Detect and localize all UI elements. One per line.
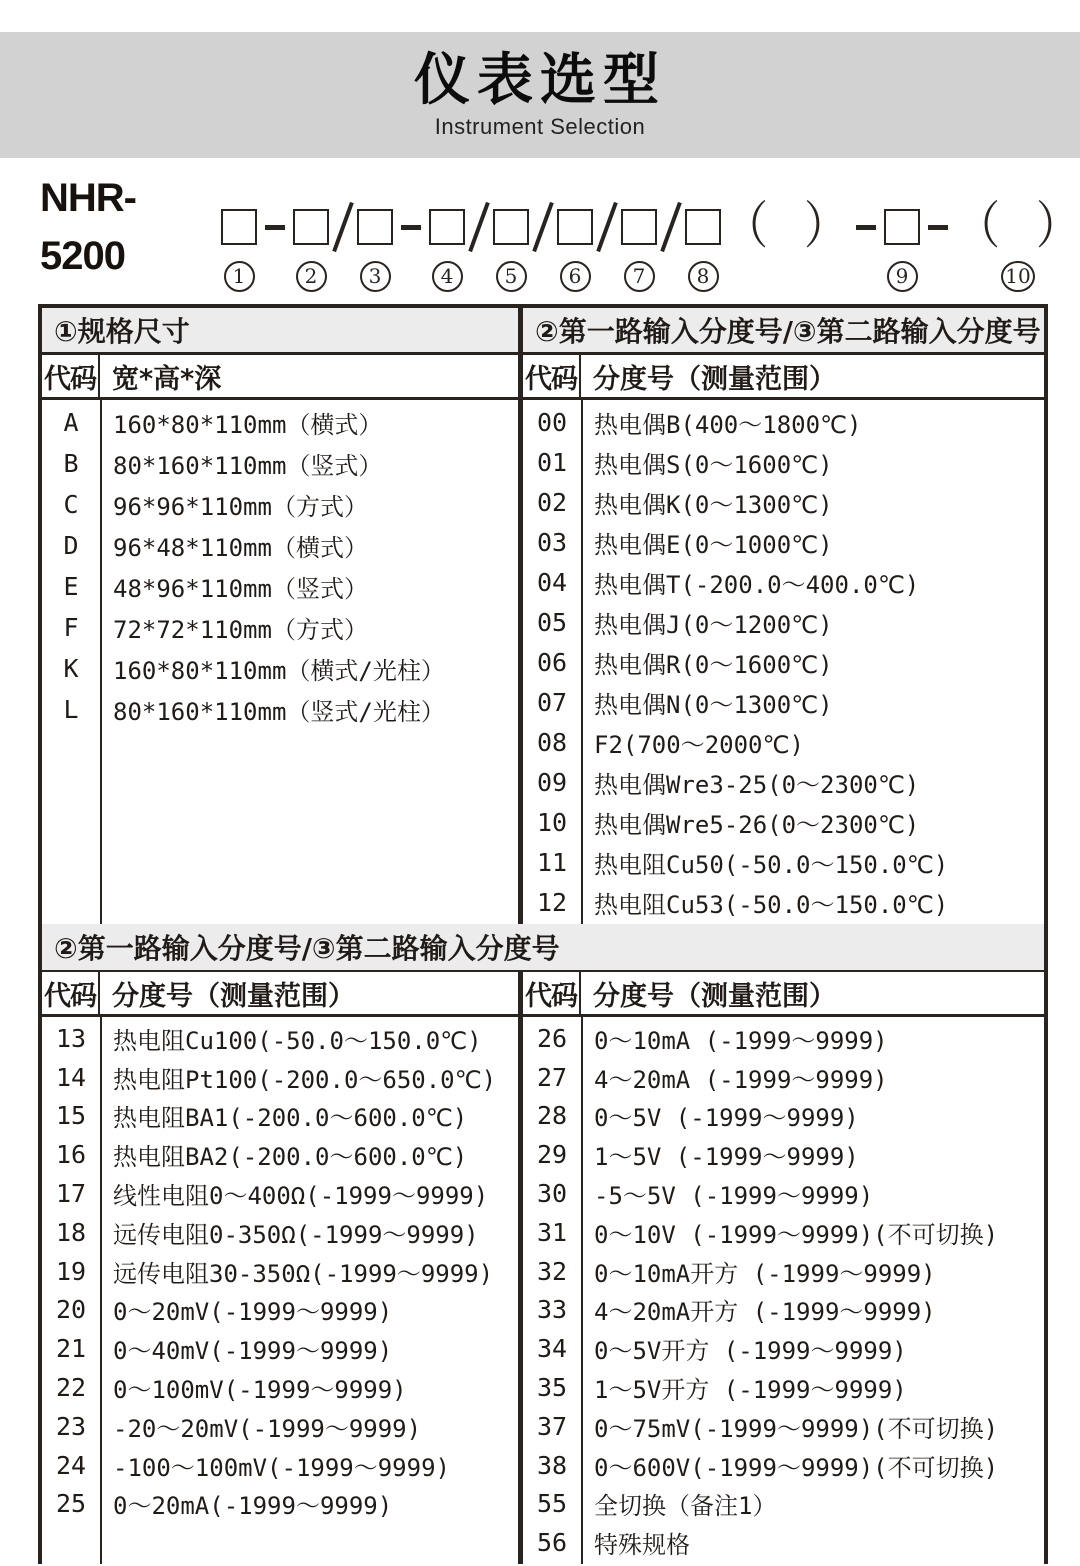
table-row bbox=[523, 1019, 1044, 1058]
row-code: 18 bbox=[55, 1217, 87, 1247]
position-number-7: 7 bbox=[624, 261, 655, 292]
row-desc: 0～20mA(-1999～9999) bbox=[113, 1492, 393, 1521]
row-desc: 0～75mV(-1999～9999)(不可切换) bbox=[594, 1414, 999, 1443]
model-prefix: NHR-5200 bbox=[40, 176, 136, 278]
table1-right-column-headers bbox=[523, 355, 1044, 400]
row-desc: 热电偶T(-200.0～400.0℃) bbox=[594, 570, 920, 599]
position-number-1: 1 bbox=[224, 261, 255, 292]
row-desc: 1～5V开方 (-1999～9999) bbox=[594, 1376, 907, 1405]
table-row bbox=[523, 1291, 1044, 1330]
col-header-desc: 宽*高*深 bbox=[112, 363, 222, 395]
selection-table bbox=[38, 304, 1048, 1564]
page-title: 仪表选型 bbox=[414, 48, 666, 113]
page-header-band bbox=[0, 32, 1080, 158]
model-segment-6 bbox=[557, 198, 593, 296]
row-code: 22 bbox=[55, 1373, 87, 1403]
table2-left-column-headers bbox=[42, 972, 518, 1017]
row-desc: 热电偶E(0～1000℃) bbox=[594, 530, 833, 559]
table-row bbox=[523, 842, 1044, 882]
position-number-4: 4 bbox=[432, 261, 463, 292]
row-desc: 热电阻Cu53(-50.0～150.0℃) bbox=[594, 890, 949, 919]
row-desc: 0～5V开方 (-1999～9999) bbox=[594, 1337, 907, 1366]
slash-separator bbox=[596, 202, 618, 252]
row-code: 23 bbox=[55, 1411, 87, 1441]
model-box-7 bbox=[621, 209, 657, 245]
slash-separator bbox=[532, 202, 554, 252]
row-desc: 热电阻Cu50(-50.0～150.0℃) bbox=[594, 850, 949, 879]
row-code: 37 bbox=[536, 1411, 568, 1441]
col-header-code: 代码 bbox=[523, 972, 581, 1014]
table2-right-column-headers bbox=[523, 972, 1044, 1017]
row-code: 11 bbox=[536, 847, 568, 877]
row-code: 19 bbox=[55, 1256, 87, 1286]
table-row bbox=[523, 642, 1044, 682]
row-desc: 热电偶J(0～1200℃) bbox=[594, 610, 833, 639]
row-desc: 热电偶B(400～1800℃) bbox=[594, 410, 862, 439]
row-desc: -20～20mV(-1999～9999) bbox=[113, 1414, 422, 1443]
row-desc: 线性电阻0～400Ω(-1999～9999) bbox=[113, 1182, 489, 1211]
table-row bbox=[523, 1174, 1044, 1213]
position-number-8: 8 bbox=[688, 261, 719, 292]
table-row bbox=[42, 1446, 518, 1485]
row-desc: 96*96*110mm（方式） bbox=[113, 493, 368, 521]
model-code-line bbox=[40, 176, 1080, 296]
row-code: 05 bbox=[536, 607, 568, 637]
model-segment-5 bbox=[493, 198, 529, 296]
row-desc: 热电偶R(0～1600℃) bbox=[594, 650, 833, 679]
row-desc: 热电偶Wre5-26(0～2300℃) bbox=[594, 810, 920, 839]
model-box-2 bbox=[293, 209, 329, 245]
row-desc: 0～100mV(-1999～9999) bbox=[113, 1376, 407, 1405]
position-number-6: 6 bbox=[560, 261, 591, 292]
row-desc: 1～5V (-1999～9999) bbox=[594, 1143, 859, 1172]
row-desc: 热电偶K(0～1300℃) bbox=[594, 490, 833, 519]
table-row bbox=[42, 1485, 518, 1524]
model-box-9 bbox=[884, 209, 920, 245]
model-box-8 bbox=[685, 209, 721, 245]
row-desc: 0～10mA (-1999～9999) bbox=[594, 1026, 888, 1055]
row-desc: 48*96*110mm（竖式） bbox=[113, 575, 368, 603]
dash-separator bbox=[928, 225, 948, 230]
row-code: 26 bbox=[536, 1023, 568, 1053]
row-desc: -5～5V (-1999～9999) bbox=[594, 1182, 874, 1211]
paren-close: ） bbox=[1036, 197, 1080, 256]
model-box-4 bbox=[429, 209, 465, 245]
table-row bbox=[42, 1097, 518, 1136]
row-desc: 热电偶N(0～1300℃) bbox=[594, 690, 833, 719]
col-header-code: 代码 bbox=[523, 355, 581, 397]
row-code: 15 bbox=[55, 1101, 87, 1131]
row-code: 03 bbox=[536, 527, 568, 557]
table2-right-panel bbox=[518, 972, 1044, 1564]
position-number-9: 9 bbox=[887, 261, 918, 292]
row-code: 38 bbox=[536, 1450, 568, 1480]
table-row bbox=[523, 1252, 1044, 1291]
table2 bbox=[42, 972, 1044, 1564]
table-row bbox=[523, 802, 1044, 842]
table-row bbox=[523, 762, 1044, 802]
dash-separator bbox=[856, 225, 876, 230]
table1-size-panel bbox=[42, 308, 518, 924]
row-code: 16 bbox=[55, 1140, 87, 1170]
row-code: 56 bbox=[536, 1528, 568, 1558]
table1-left-column-headers bbox=[42, 355, 518, 400]
model-segment-7 bbox=[621, 198, 657, 296]
table1-input-panel bbox=[518, 308, 1044, 924]
table-row bbox=[42, 402, 518, 443]
row-code: 31 bbox=[536, 1217, 568, 1247]
table1 bbox=[42, 308, 1044, 924]
model-segment-8 bbox=[685, 198, 721, 296]
table-row bbox=[523, 442, 1044, 482]
model-box-1 bbox=[221, 209, 257, 245]
row-desc: 0～600V(-1999～9999)(不可切换) bbox=[594, 1453, 999, 1482]
table-row bbox=[523, 882, 1044, 922]
table-row bbox=[523, 602, 1044, 642]
row-desc: 4～20mA开方 (-1999～9999) bbox=[594, 1298, 936, 1327]
table-row bbox=[523, 482, 1044, 522]
table-row bbox=[42, 1252, 518, 1291]
row-code: 35 bbox=[536, 1373, 568, 1403]
row-code: 14 bbox=[55, 1062, 87, 1092]
table-row bbox=[523, 1135, 1044, 1174]
row-desc: 特殊规格 bbox=[594, 1531, 690, 1560]
position-number-5: 5 bbox=[496, 261, 527, 292]
row-desc: 80*160*110mm（竖式/光柱） bbox=[113, 698, 445, 726]
model-segment-2 bbox=[293, 198, 329, 296]
row-code: 01 bbox=[536, 447, 568, 477]
row-code: 55 bbox=[536, 1489, 568, 1519]
row-code: 33 bbox=[536, 1295, 568, 1325]
table-row bbox=[42, 566, 518, 607]
row-desc: 热电阻Pt100(-200.0～650.0℃) bbox=[113, 1065, 497, 1094]
row-code: B bbox=[63, 449, 79, 478]
row-code: A bbox=[63, 408, 79, 437]
row-code: 02 bbox=[536, 487, 568, 517]
table-row bbox=[42, 1291, 518, 1330]
table-row bbox=[42, 607, 518, 648]
table-row bbox=[42, 1329, 518, 1368]
paren-open: （ bbox=[724, 197, 768, 256]
table-row bbox=[523, 522, 1044, 562]
row-code: 12 bbox=[536, 887, 568, 917]
row-code: 06 bbox=[536, 647, 568, 677]
row-code: 28 bbox=[536, 1101, 568, 1131]
row-desc: 0～20mV(-1999～9999) bbox=[113, 1298, 393, 1327]
model-segment-1 bbox=[221, 198, 257, 296]
slash-separator bbox=[468, 202, 490, 252]
table-row bbox=[523, 1097, 1044, 1136]
table-row bbox=[523, 1213, 1044, 1252]
row-desc: 72*72*110mm（方式） bbox=[113, 616, 368, 644]
row-desc: 0～5V (-1999～9999) bbox=[594, 1104, 859, 1133]
slash-separator bbox=[660, 202, 682, 252]
table-row bbox=[523, 1368, 1044, 1407]
row-code: F bbox=[63, 613, 79, 642]
table-row bbox=[42, 1213, 518, 1252]
table-row bbox=[42, 525, 518, 566]
input-code-list-00-12 bbox=[523, 400, 1044, 924]
row-code: 08 bbox=[536, 727, 568, 757]
model-prefix-seg bbox=[40, 176, 218, 296]
table-row bbox=[42, 1058, 518, 1097]
table-row bbox=[523, 1407, 1044, 1446]
table-row bbox=[523, 562, 1044, 602]
table-row bbox=[42, 1019, 518, 1058]
row-desc: 热电偶Wre3-25(0～2300℃) bbox=[594, 770, 920, 799]
col-header-desc: 分度号（测量范围） bbox=[593, 980, 836, 1012]
table-row bbox=[42, 484, 518, 525]
position-number-3: 3 bbox=[360, 261, 391, 292]
row-desc: F2(700～2000℃) bbox=[594, 730, 804, 759]
row-desc: -100～100mV(-1999～9999) bbox=[113, 1453, 450, 1482]
model-segment-3 bbox=[357, 198, 393, 296]
row-code: 34 bbox=[536, 1334, 568, 1364]
row-desc: 80*160*110mm（竖式） bbox=[113, 452, 383, 480]
slash-separator bbox=[332, 202, 354, 252]
table-row bbox=[523, 1446, 1044, 1485]
row-desc: 4～20mA (-1999～9999) bbox=[594, 1065, 888, 1094]
row-code: 00 bbox=[536, 407, 568, 437]
table-row bbox=[42, 689, 518, 730]
table-row bbox=[523, 402, 1044, 442]
section-title-size: ①规格尺寸 bbox=[42, 308, 518, 355]
dash-separator bbox=[401, 225, 421, 230]
row-code: 07 bbox=[536, 687, 568, 717]
row-code: 21 bbox=[55, 1334, 87, 1364]
row-code: 04 bbox=[536, 567, 568, 597]
col-header-code: 代码 bbox=[42, 972, 100, 1014]
table-row bbox=[523, 1058, 1044, 1097]
row-code: C bbox=[63, 490, 79, 519]
model-segment-9 bbox=[884, 198, 920, 296]
row-code: E bbox=[63, 572, 79, 601]
row-desc: 热电阻BA1(-200.0～600.0℃) bbox=[113, 1104, 468, 1133]
row-desc: 热电阻BA2(-200.0～600.0℃) bbox=[113, 1143, 468, 1172]
model-box-6 bbox=[557, 209, 593, 245]
row-desc: 0～10V (-1999～9999)(不可切换) bbox=[594, 1220, 999, 1249]
row-desc: 0～40mV(-1999～9999) bbox=[113, 1337, 393, 1366]
row-desc: 远传电阻30-350Ω(-1999～9999) bbox=[113, 1259, 494, 1288]
row-code: K bbox=[63, 654, 79, 683]
table-row bbox=[523, 1523, 1044, 1562]
input-code-list-13-25 bbox=[42, 1017, 518, 1564]
page-subtitle: Instrument Selection bbox=[434, 114, 646, 139]
row-code: 10 bbox=[536, 807, 568, 837]
size-code-list bbox=[42, 400, 518, 924]
paren-close: ） bbox=[804, 197, 848, 256]
section-title-input-2: ②第一路输入分度号/③第二路输入分度号 bbox=[42, 924, 1044, 972]
row-code: 09 bbox=[536, 767, 568, 797]
col-header-code: 代码 bbox=[42, 355, 100, 397]
model-paren-group-10 bbox=[956, 198, 1080, 296]
row-code: 24 bbox=[55, 1450, 87, 1480]
col-header-desc: 分度号（测量范围） bbox=[112, 980, 355, 1012]
row-desc: 160*80*110mm（横式） bbox=[113, 411, 383, 439]
table-row bbox=[523, 1329, 1044, 1368]
row-code: 13 bbox=[55, 1023, 87, 1053]
dash-separator bbox=[265, 225, 285, 230]
model-segment-4 bbox=[429, 198, 465, 296]
row-desc: 远传电阻0-350Ω(-1999～9999) bbox=[113, 1220, 479, 1249]
table-row bbox=[523, 722, 1044, 762]
row-code: 32 bbox=[536, 1256, 568, 1286]
row-code: 30 bbox=[536, 1179, 568, 1209]
table-row bbox=[42, 1368, 518, 1407]
position-number-2: 2 bbox=[296, 261, 327, 292]
input-code-list-26-56 bbox=[523, 1017, 1044, 1564]
row-desc: 热电阻Cu100(-50.0～150.0℃) bbox=[113, 1026, 482, 1055]
position-number-10: 10 bbox=[1001, 261, 1034, 292]
row-code: L bbox=[63, 695, 79, 724]
table-row bbox=[523, 1485, 1044, 1524]
model-box-3 bbox=[357, 209, 393, 245]
row-code: 27 bbox=[536, 1062, 568, 1092]
row-desc: 全切换（备注1） bbox=[594, 1492, 777, 1521]
row-code: D bbox=[63, 531, 79, 560]
table-row bbox=[42, 1135, 518, 1174]
table-row bbox=[42, 1174, 518, 1213]
table-row bbox=[523, 682, 1044, 722]
section-title-input-1: ②第一路输入分度号/③第二路输入分度号 bbox=[523, 308, 1044, 355]
row-desc: 热电偶S(0～1600℃) bbox=[594, 450, 833, 479]
table-row bbox=[42, 648, 518, 689]
row-code: 29 bbox=[536, 1140, 568, 1170]
row-code: 25 bbox=[55, 1489, 87, 1519]
table-row bbox=[42, 1407, 518, 1446]
col-header-desc: 分度号（测量范围） bbox=[593, 363, 836, 395]
paren-open: （ bbox=[956, 197, 1000, 256]
row-desc: 96*48*110mm（横式） bbox=[113, 534, 368, 562]
row-desc: 0～10mA开方 (-1999～9999) bbox=[594, 1259, 936, 1288]
row-desc: 160*80*110mm（横式/光柱） bbox=[113, 657, 445, 685]
table2-left-panel bbox=[42, 972, 518, 1564]
model-box-5 bbox=[493, 209, 529, 245]
model-paren-group bbox=[724, 198, 848, 296]
table-row bbox=[42, 443, 518, 484]
row-code: 20 bbox=[55, 1295, 87, 1325]
row-code: 17 bbox=[55, 1179, 87, 1209]
